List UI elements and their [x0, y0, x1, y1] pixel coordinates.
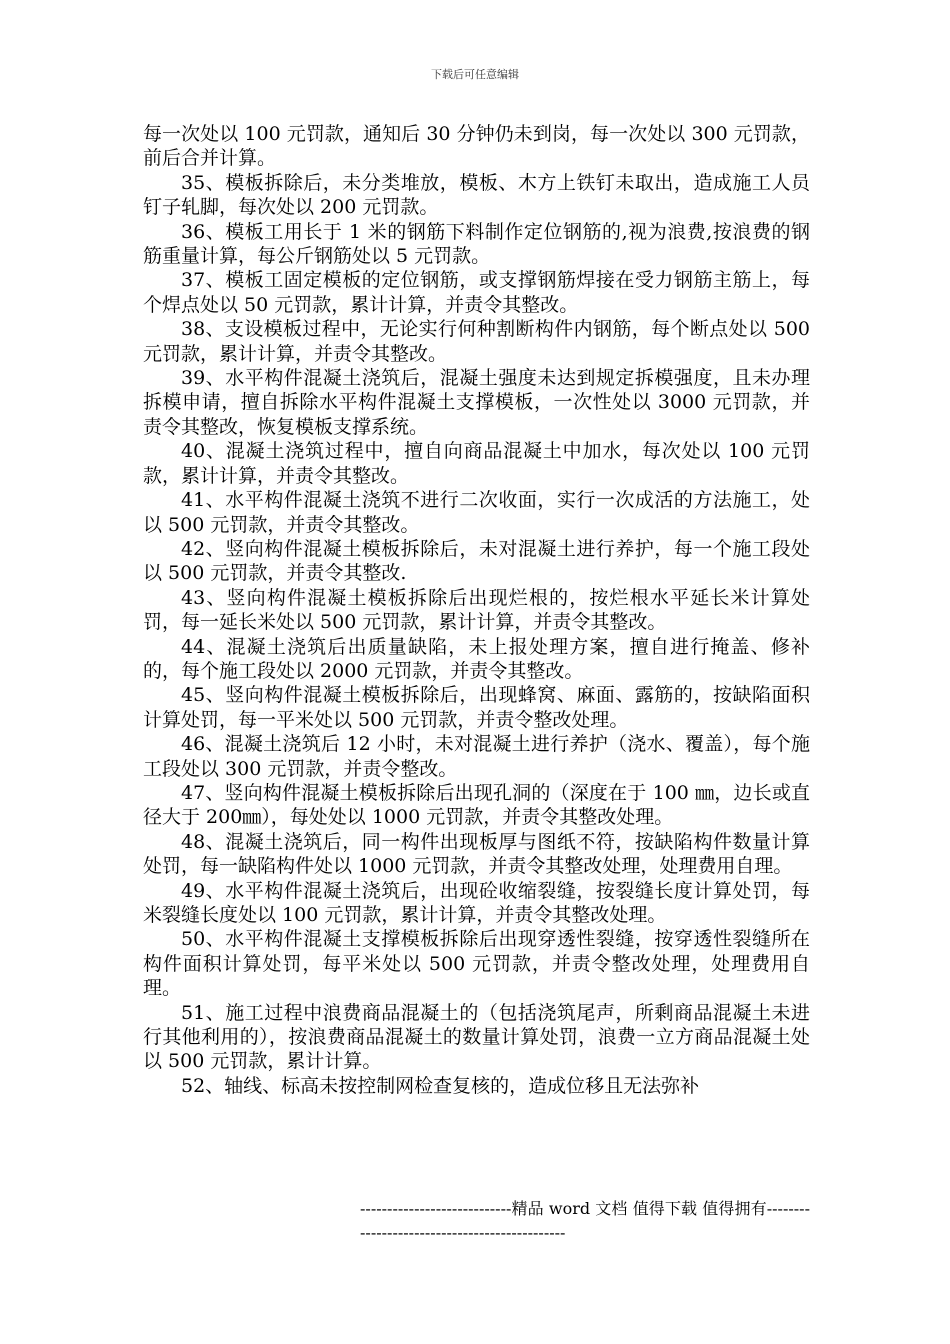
paragraph-item-51: 51、施工过程中浪费商品混凝土的（包括浇筑尾声，所剩商品混凝土未进行其他利用的），按浪费商品混凝土的数量计算处罚，浪费一立方商品混凝土处以 500 元罚款，累计计算。 — [143, 1001, 810, 1073]
paragraph-item-35: 35、模板拆除后，未分类堆放，模板、木方上铁钉未取出，造成施工人员钉子轧脚，每次处以 200 元罚款。 — [143, 171, 810, 219]
page-header: 下载后可任意编辑 — [431, 68, 519, 81]
paragraph-item-40: 40、混凝土浇筑过程中，擅自向商品混凝土中加水，每次处以 100 元罚款，累计计算，并责令其整改。 — [143, 440, 810, 487]
paragraph-item-50: 50、水平构件混凝土支撑模板拆除后出现穿透性裂缝，按穿透性裂缝所在构件面积计算处罚，每平米处以 500 元罚款，并责令整改处理，处理费用自理。 — [143, 928, 810, 1000]
page-footer: ----------------------------精品 word 文档 值得下载 值得拥有---------------------------------------------- — [360, 1199, 810, 1242]
paragraph-item-37: 37、模板工固定模板的定位钢筋，或支撑钢筋焊接在受力钢筋主筋上，每个焊点处以 50 元罚款，累计计算，并责令其整改。 — [143, 269, 810, 316]
paragraph-item-42: 42、竖向构件混凝土模板拆除后，未对混凝土进行养护，每一个施工段处以 500 元罚款，并责令其整改. — [143, 537, 810, 585]
paragraph-item-46: 46、混凝土浇筑后 12 小时，未对混凝土进行养护（浇水、覆盖），每个施工段处以 300 元罚款，并责令整改。 — [143, 733, 810, 780]
paragraph-item-41: 41、水平构件混凝土浇筑不进行二次收面，实行一次成活的方法施工，处以 500 元罚款，并责令其整改。 — [143, 489, 810, 536]
paragraph-item-39: 39、水平构件混凝土浇筑后，混凝土强度未达到规定拆模强度，且未办理拆模申请，擅自拆除水平构件混凝土支撑模板，一次性处以 3000 元罚款，并责令其整改，恢复模板支撑系统。 — [143, 367, 810, 438]
paragraph-item-43: 43、竖向构件混凝土模板拆除后出现烂根的，按烂根水平延长米计算处罚，每一延长米处以 500 元罚款，累计计算，并责令其整改。 — [143, 586, 810, 634]
paragraph-item-49: 49、水平构件混凝土浇筑后，出现砼收缩裂缝，按裂缝长度计算处罚，每米裂缝长度处以 100 元罚款，累计计算，并责令其整改处理。 — [143, 879, 810, 926]
paragraph-item-47: 47、竖向构件混凝土模板拆除后出现孔洞的（深度在于 100 ㎜，边长或直径大于 200㎜），每处处以 1000 元罚款，并责令其整改处理。 — [143, 781, 810, 829]
paragraph-item-36: 36、模板工用长于 1 米的钢筋下料制作定位钢筋的,视为浪费,按浪费的钢筋重量计算，每公斤钢筋处以 5 元罚款。 — [143, 220, 810, 268]
paragraph-item-52: 52、轴线、标高未按控制网检查复核的，造成位移且无法弥补 — [181, 1074, 700, 1097]
paragraph-item-44: 44、混凝土浇筑后出质量缺陷，未上报处理方案，擅自进行掩盖、修补的，每个施工段处以 2000 元罚款，并责令其整改。 — [143, 635, 810, 682]
paragraph-item-48: 48、混凝土浇筑后，同一构件出现板厚与图纸不符，按缺陷构件数量计算处罚，每一缺陷构件处以 1000 元罚款，并责令其整改处理，处理费用自理。 — [143, 830, 810, 878]
paragraph-continuation: 每一次处以 100 元罚款，通知后 30 分钟仍未到岗，每一次处以 300 元罚款，前后合并计算。 — [143, 123, 810, 170]
paragraph-item-45: 45、竖向构件混凝土模板拆除后，出现蜂窝、麻面、露筋的，按缺陷面积计算处罚，每一平米处以 500 元罚款，并责令整改处理。 — [143, 684, 810, 731]
document-body — [143, 122, 810, 1098]
paragraph-item-38: 38、支设模板过程中，无论实行何种割断构件内钢筋，每个断点处以 500 元罚款，累计计算，并责令其整改。 — [143, 318, 810, 365]
